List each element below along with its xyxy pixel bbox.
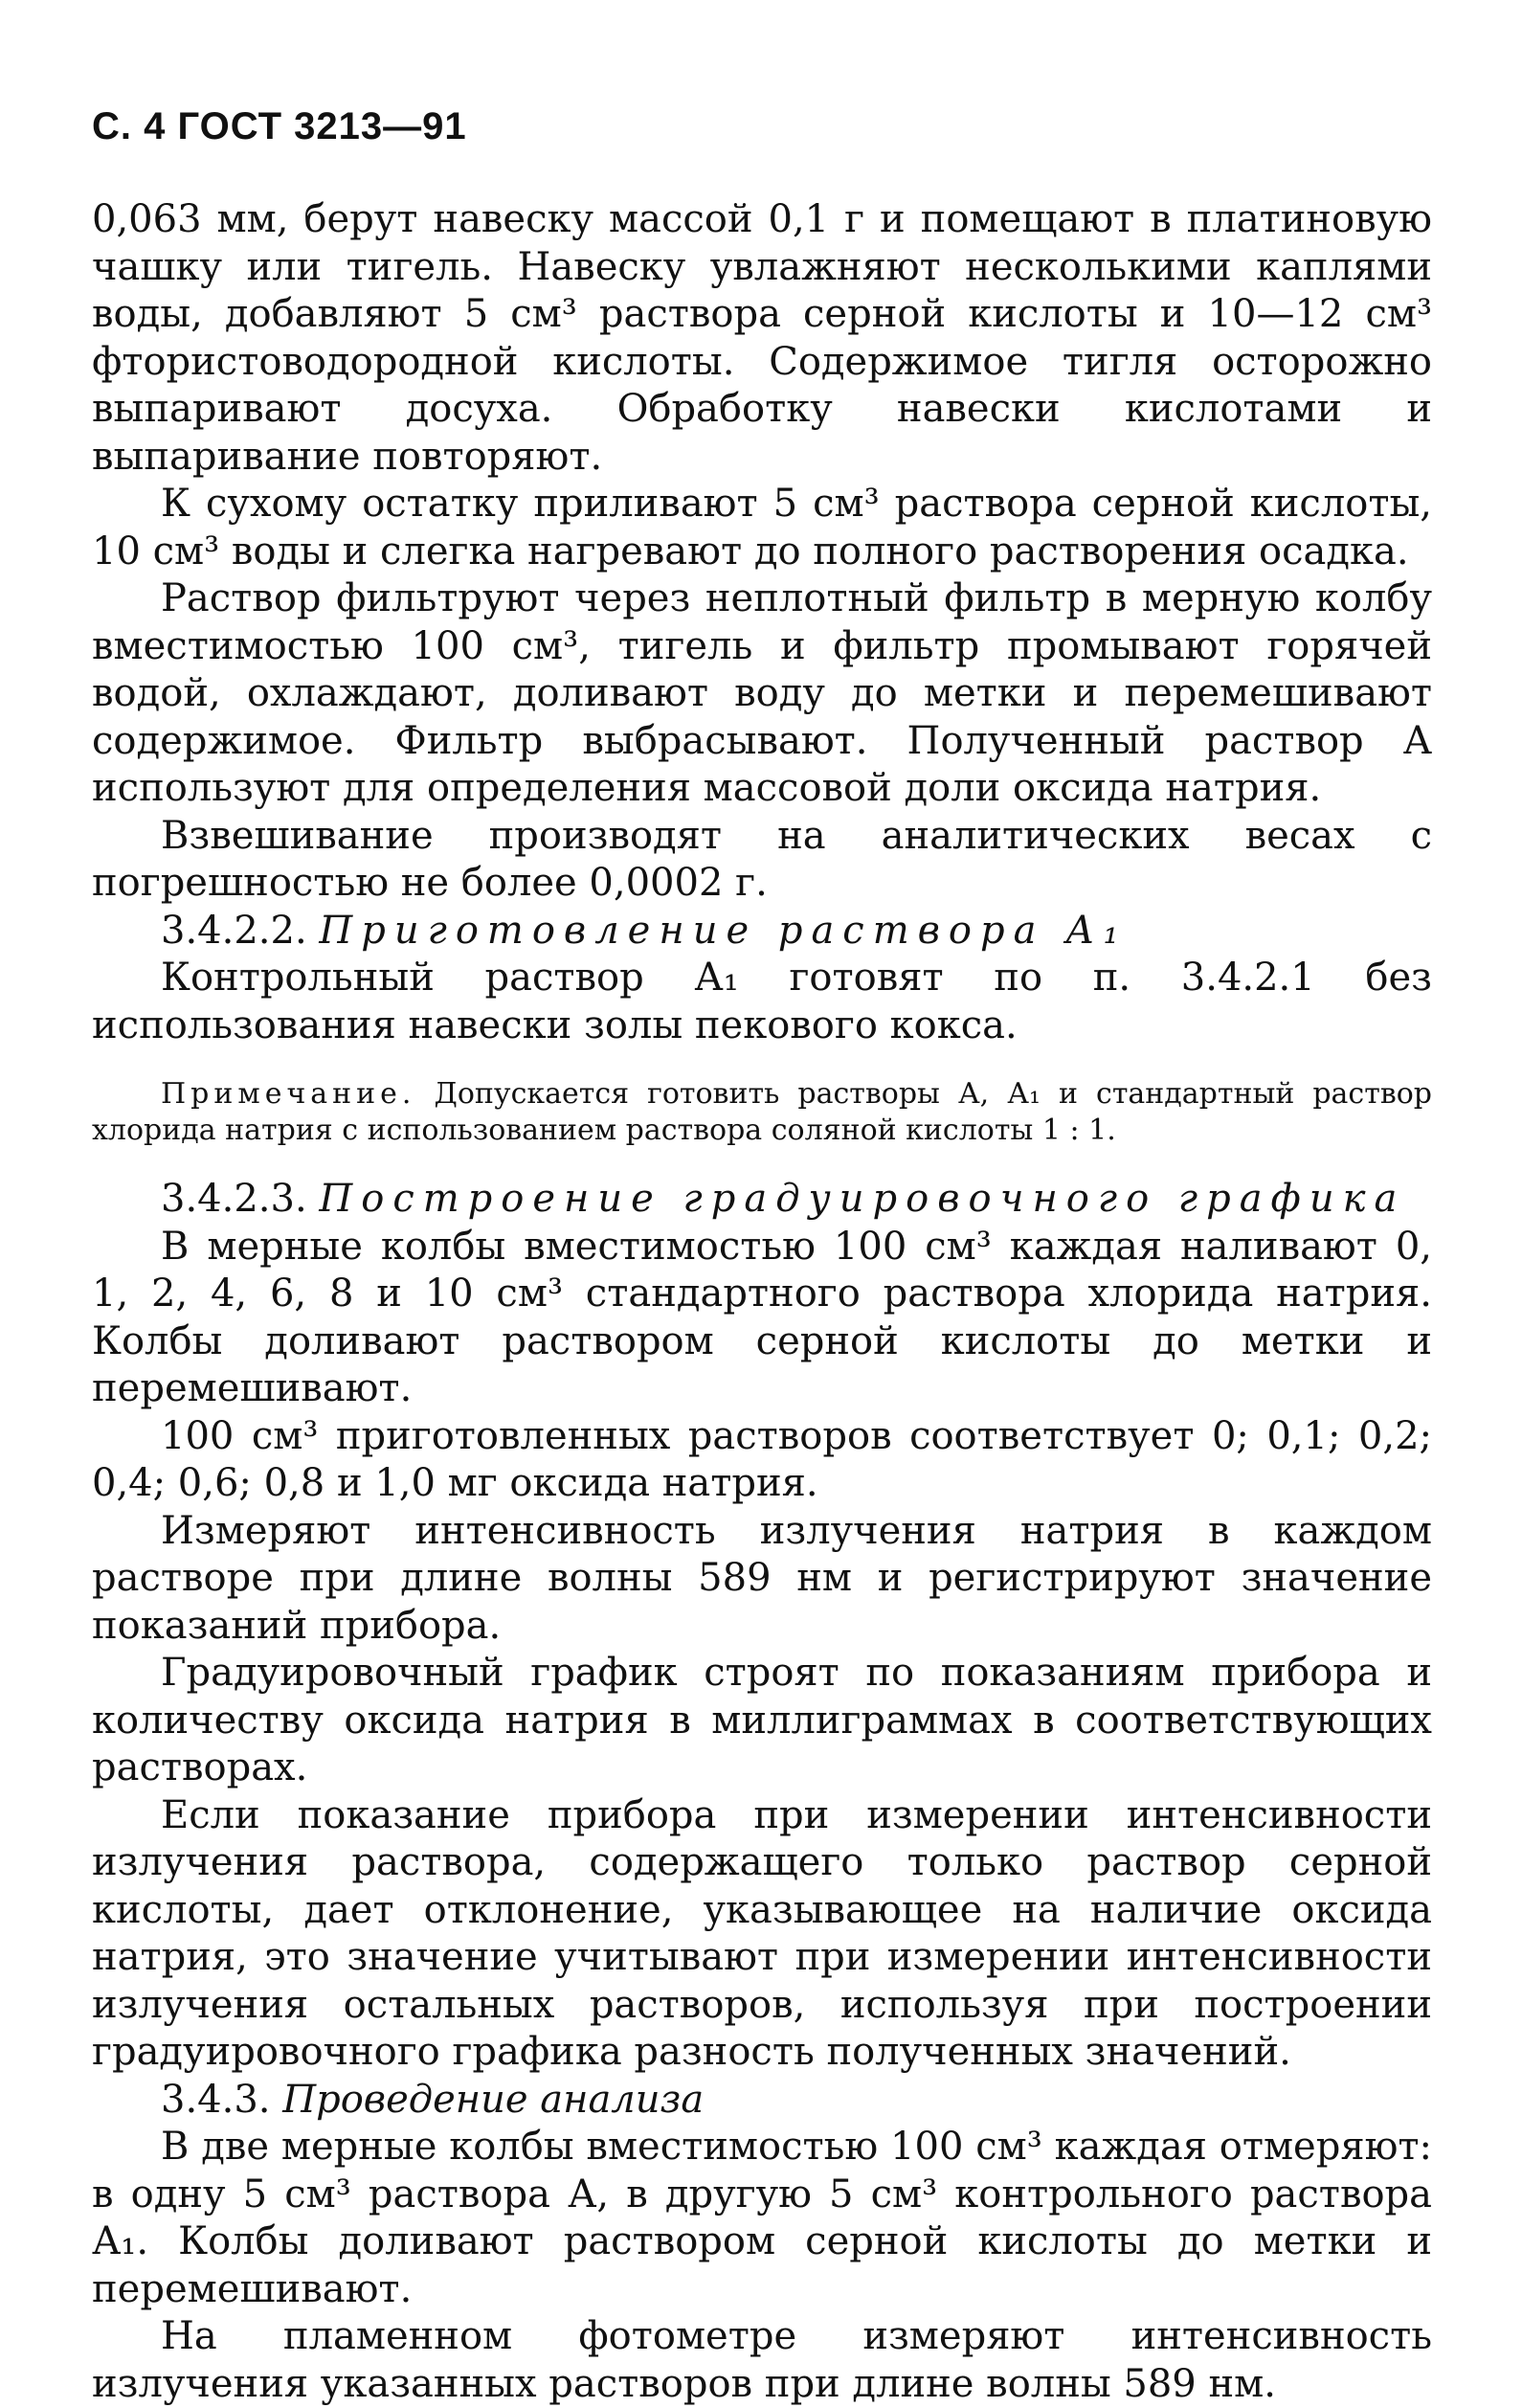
section-title: Проведение анализа [282,2077,705,2122]
paragraph: Взвешивание производят на аналитических весах с погрешностью не более 0,0002 г. [92,813,1432,905]
paragraph: 0,063 мм, берут навеску массой 0,1 г и помещают в платиновую чашку или тигель. Навеску увлажняют несколькими каплями воды, добавляют 5 см³ раствора серной кислоты и 10—12 см³ фтористоводородной кислоты. Содержимое тигля осторожно выпаривают досуха. Обработку навески кислотами и выпаривание повторяют. [92,197,1432,479]
paragraph: Контрольный раствор А₁ готовят по п. 3.4.2.1 без использования навески золы пекового кокса. [92,956,1432,1047]
section-heading-3-4-2-2 [92,908,1432,956]
section-heading-3-4-3 [92,2077,1432,2125]
paragraph: 100 см³ приготовленных растворов соответствует 0; 0,1; 0,2; 0,4; 0,6; 0,8 и 1,0 мг оксида натрия. [92,1413,1432,1505]
document-body-continued [92,1176,1432,2408]
note-text: Допускается готовить растворы А, А₁ и стандартный раствор хлорида натрия с использованием раствора соляной кислоты 1 : 1. [92,1077,1432,1147]
paragraph: Измеряют интенсивность излучения натрия в каждом растворе при длине волны 589 нм и регистрируют значение показаний прибора. [92,1508,1432,1648]
note [92,1076,1432,1149]
paragraph: В мерные колбы вместимостью 100 см³ каждая наливают 0, 1, 2, 4, 6, 8 и 10 см³ стандартного раствора хлорида натрия. Колбы доливают раствором серной кислоты до метки и перемешивают. [92,1224,1432,1410]
section-heading-3-4-2-3 [92,1176,1432,1224]
paragraph: Раствор фильтруют через неплотный фильтр в мерную колбу вместимостью 100 см³, тигель и фильтр промывают горячей водой, охлаждают, доливают воду до метки и перемешивают содержимое. Фильтр выбрасывают. Полученный раствор А используют для определения массовой доли оксида натрия. [92,576,1432,810]
paragraph: Если показание прибора при измерении интенсивности излучения раствора, содержащего только раствор серной кислоты, дает отклонение, указывающее на наличие оксида натрия, это значение учитывают при измерении интенсивности излучения остальных растворов, используя при построении градуировочного графика разность полученных значений. [92,1792,1432,2074]
note-label: Примечание. [161,1077,416,1111]
section-number: 3.4.2.2. [161,908,307,953]
paragraph: Градуировочный график строят по показаниям прибора и количеству оксида натрия в миллиграммах в соответствующих растворах. [92,1651,1432,1789]
page-header: С. 4 ГОСТ 3213—91 [92,105,467,147]
section-number: 3.4.3. [161,2077,271,2122]
section-title: Построение градуировочного графика [319,1177,1406,1221]
paragraph: К сухому остатку приливают 5 см³ раствора серной кислоты, 10 см³ воды и слегка нагревают до полного растворения осадка. [92,482,1432,574]
paragraph: В две мерные колбы вместимостью 100 см³ каждая отмеряют: в одну 5 см³ раствора А, в другую 5 см³ контрольного раствора А₁. Колбы доливают раствором серной кислоты до метки и перемешивают. [92,2125,1432,2311]
section-number: 3.4.2.3. [161,1177,307,1221]
paragraph: На пламенном фотометре измеряют интенсивность излучения указанных растворов при длине волны 589 нм. [92,2314,1432,2406]
section-title: Приготовление раствора А₁ [319,908,1128,953]
document-body [92,196,1432,1049]
